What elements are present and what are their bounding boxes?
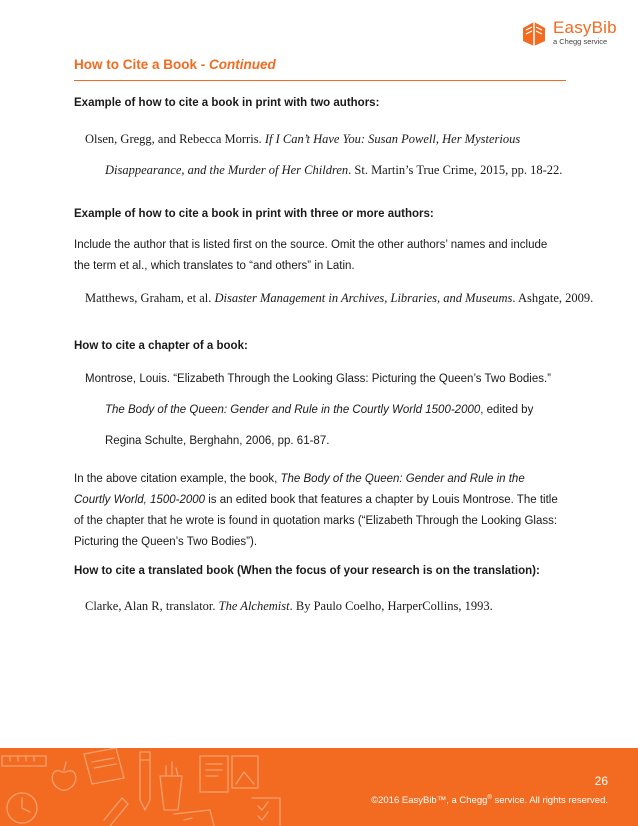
- citation-chapter-line1: Montrose, Louis. “Elizabeth Through the Looking Glass: Picturing the Queen’s Two Bodies.”: [85, 373, 552, 385]
- title-divider: [74, 80, 566, 81]
- paragraph-line: [74, 490, 574, 511]
- cite-italic: The Alchemist: [218, 599, 290, 613]
- page-title: [74, 57, 276, 72]
- cite-plain: , edited by: [480, 404, 534, 416]
- citation-translated: [85, 599, 493, 614]
- copyright-notice: [371, 795, 608, 806]
- heading-three-authors: Example of how to cite a book in print with three or more authors:: [74, 208, 434, 220]
- footer-band: [0, 748, 638, 826]
- logo-tagline: a Chegg service: [553, 37, 608, 46]
- cite-end: . Ashgate, 2009.: [512, 291, 594, 305]
- copyright-text: ©2016 EasyBib™, a Chegg: [371, 795, 488, 807]
- cite-plain: . St. Martin’s True Crime, 2015, pp. 18-22.: [348, 163, 563, 177]
- para-italic: Courtly World, 1500-2000: [74, 494, 206, 506]
- logo-name: EasyBib: [553, 18, 617, 37]
- citation-chapter-line2: [105, 404, 533, 416]
- school-doodles-icon: [0, 748, 330, 826]
- cite-plain: Olsen, Gregg, and Rebecca Morris.: [85, 132, 265, 146]
- paragraph-line: the term et al., which translates to “and others” in Latin.: [74, 260, 355, 272]
- registered-mark: ®: [487, 795, 492, 801]
- cite-italic: Disaster Management in Archives, Libraries, and Museums: [214, 291, 513, 305]
- heading-chapter: How to cite a chapter of a book:: [74, 340, 248, 352]
- para-plain: In the above citation example, the book,: [74, 473, 281, 485]
- paragraph-line: [74, 469, 574, 490]
- para-plain: is an edited book that features a chapter by Louis Montrose. The title: [205, 494, 558, 506]
- cite-italic: If I Can’t Have You: Susan Powell, Her Mysterious: [264, 132, 521, 146]
- copyright-text: service. All rights reserved.: [491, 795, 608, 807]
- title-main: How to Cite a Book: [74, 57, 201, 72]
- title-continued: - Continued: [200, 57, 276, 72]
- citation-chapter-line3: Regina Schulte, Berghahn, 2006, pp. 61-87.: [105, 435, 330, 447]
- paragraph-three-authors: [74, 235, 574, 277]
- cite-italic: Disappearance, and the Murder of Her Children: [105, 163, 349, 177]
- citation-three-authors: [85, 291, 593, 306]
- citation-two-authors-line1: [85, 132, 520, 147]
- citation-two-authors-line2: [105, 163, 562, 178]
- cite-end: . By Paulo Coelho, HarperCollins, 1993.: [289, 599, 493, 613]
- cite-plain: Matthews, Graham, et al.: [85, 291, 215, 305]
- cite-italic: The Body of the Queen: Gender and Rule in the Courtly World 1500-2000: [105, 404, 481, 416]
- book-logo-icon: [520, 19, 548, 47]
- easybib-logo: [520, 19, 617, 47]
- cite-plain: Clarke, Alan R, translator.: [85, 599, 219, 613]
- heading-translated: How to cite a translated book (When the focus of your research is on the translation):: [74, 565, 540, 577]
- paragraph-line: of the chapter that he wrote is found in quotation marks (“Elizabeth Through the Looking Glass:: [74, 515, 558, 527]
- para-italic: The Body of the Queen: Gender and Rule in the: [280, 473, 525, 485]
- paragraph-line: Picturing the Queen’s Two Bodies”).: [74, 536, 258, 548]
- paragraph-chapter-explanation: [74, 469, 574, 553]
- paragraph-line: Include the author that is listed first on the source. Omit the other authors’ names and include: [74, 239, 548, 251]
- heading-two-authors: Example of how to cite a book in print with two authors:: [74, 97, 380, 109]
- page-number: 26: [594, 774, 608, 788]
